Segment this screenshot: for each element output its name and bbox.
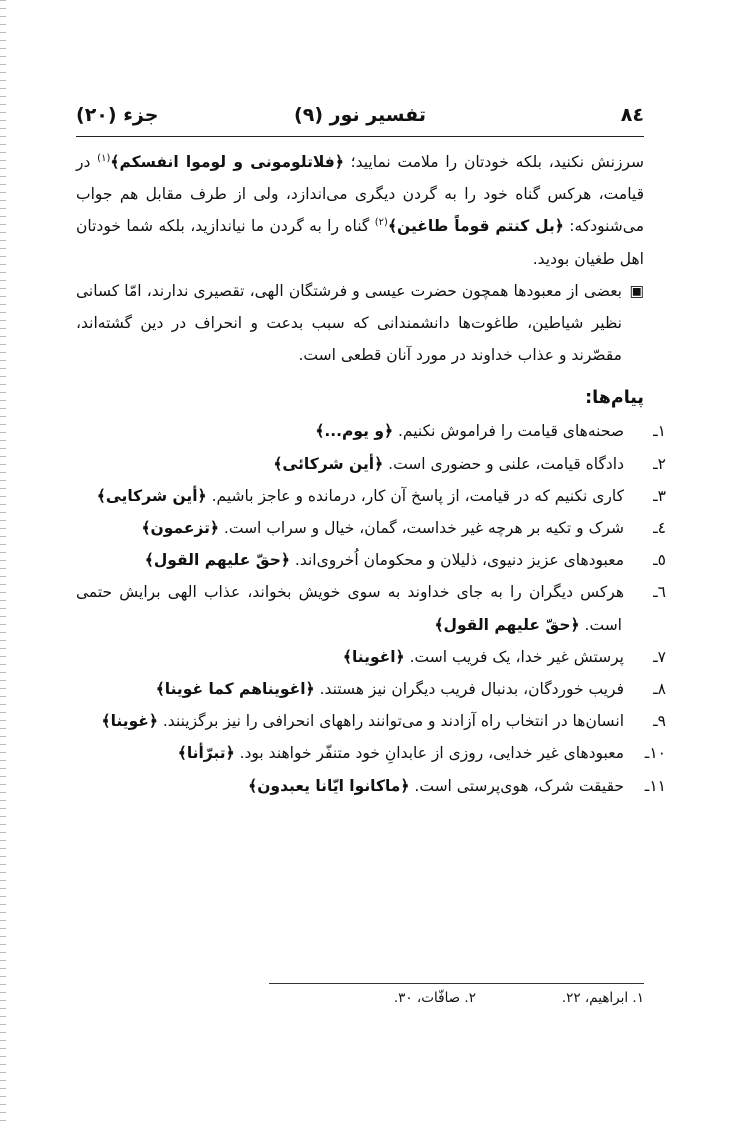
quran-quote: ﴿فلاتلومونی و لوموا انفسکم﴾ — [110, 153, 344, 171]
item-number: ٧ـ — [653, 647, 666, 666]
quran-quote: ﴿أین شرکایی﴾ — [96, 486, 207, 505]
list-item — [76, 705, 666, 737]
list-item — [76, 544, 666, 576]
quran-quote: ﴿اغویناهم کما غوینا﴾ — [155, 680, 315, 699]
footnote-2: ٢. صافّات، ٣٠. — [393, 990, 476, 1006]
quran-quote: ﴿ماکانوا ایّانا یعبدون﴾ — [248, 776, 410, 795]
note-text: بعضی از معبودها همچون حضرت عیسی و فرشتگان الهی، تقصیری ندارند، امّا کسانی نظیر شیاطین، طاغوت‌ها دانشمندانی که سبب بدعت و انحراف در دین گشته‌اند، مقصّرند و عذاب خداوند در مورد آنان قطعی است. — [76, 281, 622, 365]
item-text: کاری نکنیم که در قیامت، از پاسخ آن کار، درمانده و عاجز باشیم. — [206, 486, 624, 505]
quran-quote: ﴿تبرّأنا﴾ — [177, 744, 235, 763]
footnote-ref: (٢) — [374, 217, 388, 229]
list-item — [76, 415, 666, 447]
footnote-1: ١. ابراهیم، ٢٢. — [561, 990, 644, 1006]
text-run: در قیامت، هرکس گناه خود را به گردن دیگری می‌اندازد، ولی از طرف مقابل هم جواب می‌شنودکه: — [76, 153, 644, 236]
quran-quote: ﴿غوینا﴾ — [101, 712, 158, 731]
scan-edge — [0, 0, 6, 1128]
list-item — [76, 673, 666, 705]
messages-list — [76, 415, 666, 801]
item-number: ٨ـ — [653, 680, 666, 699]
list-item — [76, 448, 666, 480]
item-text: شرک و تکیه بر هرچه غیر خداست، گمان، خیال و سراب است. — [219, 519, 624, 538]
text-run: گناه را به گردن ما نیاندازید، بلکه شما خودتان اهل طغیان بودید. — [76, 217, 644, 268]
note-paragraph — [76, 275, 644, 372]
item-number: ٤ـ — [653, 519, 666, 538]
item-text: معبودهای غیر خدایی، روزی از عابدانِ خود متنفّر خواهند بود. — [234, 744, 624, 763]
item-text: انسان‌ها در انتخاب راه آزادند و می‌توانند راههای انحرافی را نیز برگزینند. — [157, 712, 624, 731]
page-number: ٨٤ — [620, 104, 644, 126]
quran-quote: ﴿تزعمون﴾ — [141, 519, 219, 538]
footnote-rule — [269, 983, 644, 984]
item-number: ٦ـ — [653, 583, 666, 602]
list-item — [76, 770, 666, 802]
item-text: فریب خوردگان، بدنبال فریب دیگران نیز هستند. — [314, 680, 624, 699]
item-number: ١١ـ — [644, 776, 666, 795]
item-number: ٩ـ — [653, 712, 666, 731]
item-number: ٣ـ — [653, 486, 666, 505]
book-title: تفسیر نور (٩) — [294, 104, 426, 126]
page-body — [76, 146, 666, 802]
item-text: صحنه‌های قیامت را فراموش نکنیم. — [393, 422, 624, 441]
footnote-ref: (١) — [97, 152, 111, 164]
list-item — [76, 576, 666, 640]
quran-quote: ﴿حقّ علیهم القول﴾ — [144, 551, 290, 570]
item-number: ٢ـ — [653, 454, 666, 473]
item-text: حقیقت شرک، هوی‌پرستی است. — [409, 776, 624, 795]
header-rule — [76, 136, 644, 137]
list-item — [76, 512, 666, 544]
quran-quote: ﴿اغوینا﴾ — [342, 647, 405, 666]
item-text: پرستش غیر خدا، یک فریب است. — [404, 647, 624, 666]
item-number: ١٠ـ — [644, 744, 666, 763]
running-header — [76, 104, 644, 132]
list-item — [76, 737, 666, 769]
intro-paragraph — [76, 146, 644, 275]
item-number: ١ـ — [653, 422, 666, 441]
item-number: ٥ـ — [653, 551, 666, 570]
quran-quote: ﴿بل کنتم قوماً طاغین﴾ — [387, 217, 564, 236]
list-item — [76, 641, 666, 673]
item-text: دادگاه قیامت، علنی و حضوری است. — [383, 454, 624, 473]
square-bullet-icon: ▣ — [629, 281, 644, 300]
item-text: معبودهای عزیز دنیوی، ذلیلان و محکومان اُخروی‌اند. — [289, 551, 624, 570]
messages-heading: پیام‌ها: — [585, 388, 644, 409]
quran-quote: ﴿حقّ علیهم القول﴾ — [434, 615, 580, 634]
list-item — [76, 480, 666, 512]
footnotes — [269, 990, 644, 1012]
quran-quote: ﴿و یوم...﴾ — [315, 422, 394, 441]
text-run: سرزنش نکنید، بلکه خودتان را ملامت نمایید؛ — [343, 153, 644, 171]
juz-label: جزء (٢٠) — [76, 104, 159, 126]
quran-quote: ﴿أین شرکائی﴾ — [273, 454, 384, 473]
item-text: هرکس دیگران را به جای خداوند به سوی خویش بخواند، عذاب الهی برایش حتمی است. — [76, 583, 624, 634]
